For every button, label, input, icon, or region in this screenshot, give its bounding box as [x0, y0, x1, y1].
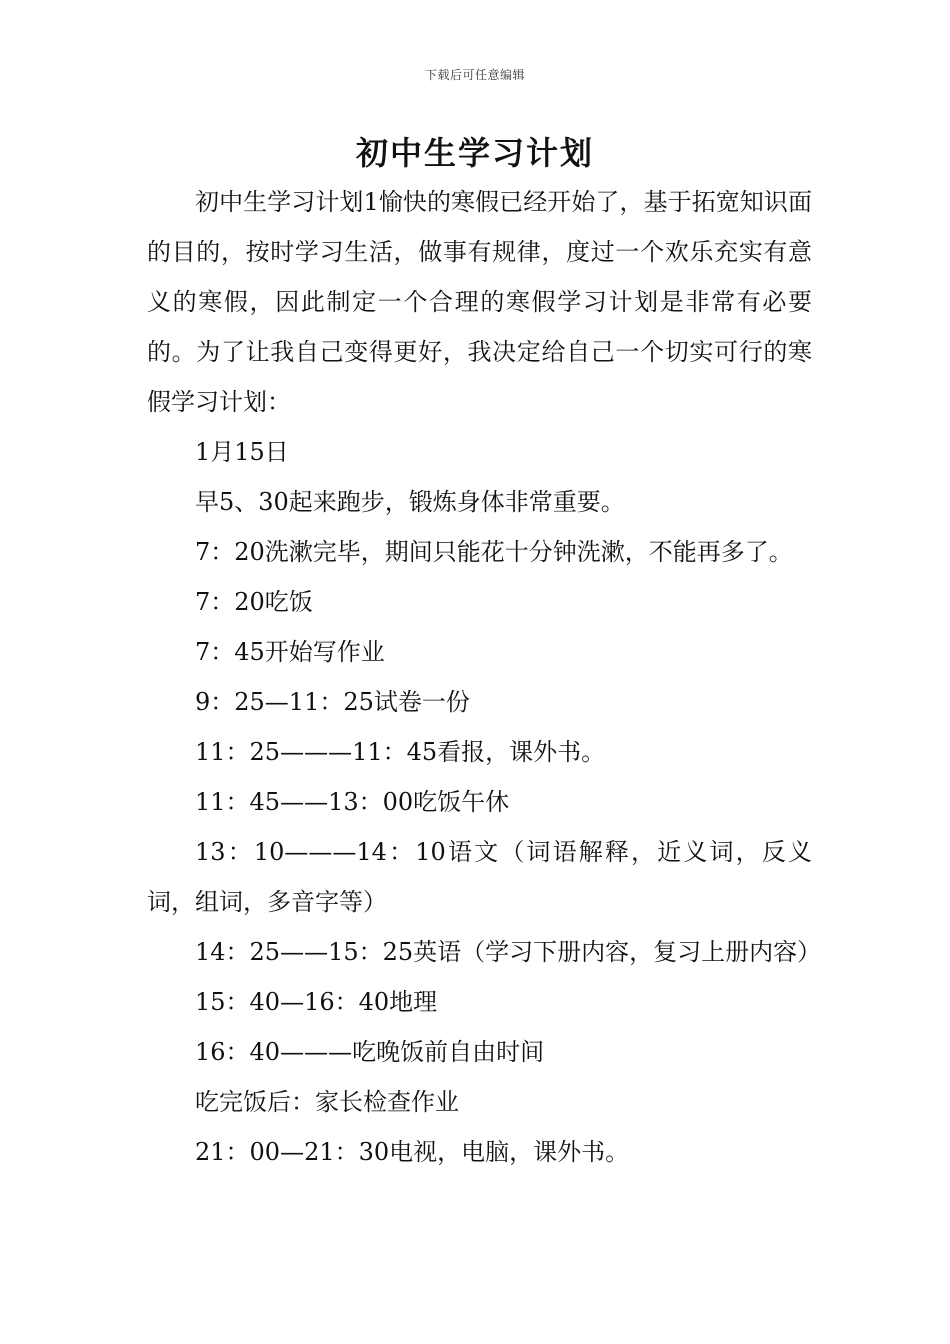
schedule-item: 7：20洗漱完毕，期间只能花十分钟洗漱，不能再多了。: [195, 538, 793, 566]
header-note: 下载后可任意编辑: [424, 68, 525, 82]
schedule-item: 早5、30起来跑步，锻炼身体非常重要。: [195, 488, 625, 516]
intro-paragraph: 初中生学习计划1愉快的寒假已经开始了，基于拓宽知识面的目的，按时学习生活，做事有规律，度过一个欢乐充实有意义的寒假，因此制定一个合理的寒假学习计划是非常有必要的。为了让我自己变得更好，我决定给自己一个切实可行的寒假学习计划：: [147, 188, 812, 416]
schedule-item: 13：10———14：10语文（词语解释，近义词，反义词，组词，多音字等）: [147, 838, 812, 916]
schedule-item: 11：25———11：45看报，课外书。: [195, 738, 606, 766]
schedule-item: 9：25—11：25试卷一份: [195, 688, 470, 716]
schedule-item: 15：40—16：40地理: [195, 988, 438, 1016]
schedule-item: 21：00—21：30电视，电脑，课外书。: [195, 1138, 630, 1166]
schedule-item: 吃完饭后：家长检查作业: [195, 1088, 459, 1116]
schedule-item: 14：25——15：25英语（学习下册内容，复习上册内容）: [195, 938, 822, 966]
document-title: 初中生学习计划: [355, 134, 594, 172]
schedule-item: 11：45——13：00吃饭午休: [195, 788, 510, 816]
schedule-item: 7：20吃饭: [195, 588, 313, 616]
document-body: [147, 177, 822, 1177]
schedule-date: 1月15日: [195, 438, 289, 466]
schedule-item: 7：45开始写作业: [195, 638, 385, 666]
schedule-item: 16：40———吃晚饭前自由时间: [195, 1038, 545, 1066]
